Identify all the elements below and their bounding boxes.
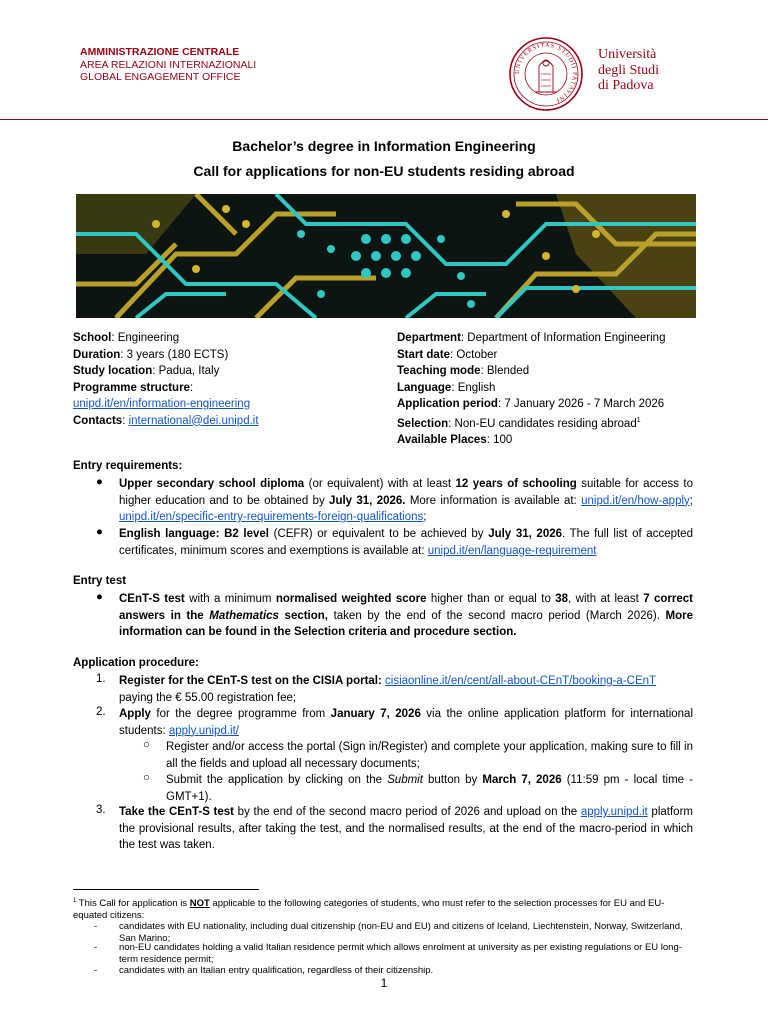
footnote-text: $^1$ This Call for application is NOT applicable to the following categories of students, who must refer to the selection processes for EU and EU-equated citizens: — [73, 898, 665, 921]
footnote-dash: - — [94, 921, 98, 932]
period-label: Application period — [397, 398, 498, 410]
sub-bullet-circle: ○ — [143, 772, 150, 784]
contacts-email-link[interactable]: international@dei.unipd.it — [128, 414, 259, 427]
footnote-dash: - — [94, 965, 98, 976]
language-row — [397, 380, 665, 397]
entry-test-heading: Entry test — [73, 575, 127, 587]
step-number: 3. — [96, 804, 106, 816]
cisia-booking-link[interactable]: cisiaonline.it/en/cent/all-about-CEnT/booking-a-CEnT — [385, 675, 657, 687]
department-label: Department — [397, 332, 461, 344]
teaching-row — [397, 363, 665, 380]
footnote-ref[interactable]: 1 — [636, 416, 641, 424]
location-label: Study location — [73, 365, 153, 377]
school-row — [73, 330, 259, 347]
selection-label: Selection — [397, 417, 449, 430]
places-value: : 100 — [486, 433, 513, 446]
department-row — [397, 330, 665, 347]
department-value: : Department of Information Engineering — [460, 332, 666, 344]
page-subtitle: Call for applications for non-EU students residing abroad — [193, 163, 575, 179]
step-3: Take the CEnT-S test by the end of the second macro period of 2026 and upload on the apply.unipd.it platform the provisional results, after taking the test, and the normalised results, at the end of the macro-period in which the test was taken. — [119, 806, 693, 851]
info-right-column — [397, 330, 665, 448]
uni-line-1: Università — [598, 47, 657, 62]
university-seal-icon — [508, 36, 584, 112]
footnote-item-3: candidates with an Italian entry qualification, regardless of their citizenship. — [119, 965, 434, 976]
seal-text: UNIVERSITAS STUDII PATAVINI — [513, 41, 579, 104]
selection-value: : Non-EU candidates residing abroad — [448, 417, 637, 430]
duration-value: : 3 years (180 ECTS) — [120, 348, 229, 361]
entry-requirements-heading: Entry requirements: — [73, 460, 183, 472]
contacts-row — [73, 413, 259, 430]
page-number: 1 — [380, 976, 388, 990]
contacts-label: Contacts — [73, 414, 123, 427]
structure-colon: : — [189, 381, 194, 394]
language-requirement-link[interactable]: unipd.it/en/language-requirement — [427, 544, 597, 557]
how-apply-link[interactable]: unipd.it/en/how-apply — [581, 494, 690, 507]
page-title: Bachelor’s degree in Information Engineering — [232, 138, 536, 154]
office-line-2: AREA RELAZIONI INTERNAZIONALI — [80, 58, 257, 71]
location-value: : Padua, Italy — [152, 365, 220, 377]
start-value: : October — [450, 348, 498, 361]
office-line-1: AMMINISTRAZIONE CENTRALE — [80, 46, 240, 58]
uni-line-3: di Padova — [598, 78, 654, 93]
uni-line-2: degli Studi — [598, 62, 660, 78]
step-2-sub-2: Submit the application by clicking on the Submit button by March 7, 2026 (11:59 pm - local time - GMT+1). — [166, 774, 694, 803]
bullet-dot: ● — [96, 591, 103, 603]
duration-row — [73, 347, 259, 364]
location-row — [73, 363, 259, 380]
footnote-separator — [73, 889, 259, 890]
structure-link[interactable]: unipd.it/en/information-engineering — [73, 398, 251, 410]
bullet-dot: ● — [96, 476, 103, 488]
footnote-item-1: candidates with EU nationality, including dual citizenship (non-EU and EU) and citizens of Iceland, Liechtenstein, Norway, Switzerland, San Marino; — [119, 921, 683, 944]
step-2: Apply for the degree programme from January 7, 2026 via the online application platform for international students: apply.unipd.it/ — [119, 708, 693, 737]
structure-row — [73, 380, 259, 397]
procedure-heading: Application procedure: — [73, 657, 199, 669]
language-label: Language — [397, 381, 452, 394]
footnote-dash: - — [94, 942, 98, 953]
school-label: School — [73, 332, 112, 344]
foreign-qualifications-link[interactable]: unipd.it/en/specific-entry-requirements-foreign-qualifications — [119, 511, 424, 523]
step-2-sub-1: Register and/or access the portal (Sign in/Register) and complete your application, making sure to fill in all the fields and upload all necessary documents; — [166, 741, 693, 770]
start-label: Start date — [397, 348, 451, 361]
language-requirement: English language: B2 level (CEFR) or equivalent to be achieved by July 31, 2026. The full list of accepted certificates, minimum scores and exemptions is available at: unipd.it/en/language-requirement — [119, 528, 693, 557]
header-divider — [0, 119, 768, 120]
footnote-item-2: non-EU candidates holding a valid Italian residence permit which allows enrolment at university as per existing regulations or EU long-term residence permit; — [119, 942, 682, 965]
step-number: 1. — [96, 673, 106, 685]
info-left-column — [73, 330, 259, 429]
period-value: : 7 January 2026 - 7 March 2026 — [497, 398, 665, 410]
teaching-value: : Blended — [480, 365, 530, 377]
contacts-colon: : — [122, 414, 129, 427]
diploma-requirement: Upper secondary school diploma (or equivalent) with at least 12 years of schooling suitable for access to higher education and to be obtained by July 31, 2026. More information is available at: unipd.it/en/how-apply; unipd.it/en/specific-entry-requirements-foreign-qualifications; — [119, 478, 693, 523]
apply-portal-link-2[interactable]: apply.unipd.it — [580, 806, 648, 818]
school-value: : Engineering — [111, 332, 180, 344]
university-name — [598, 47, 659, 94]
apply-portal-link[interactable]: apply.unipd.it/ — [168, 724, 239, 737]
selection-row — [397, 413, 665, 432]
step-number: 2. — [96, 706, 106, 718]
duration-label: Duration — [73, 348, 121, 361]
structure-label: Programme structure — [73, 381, 190, 394]
period-row — [397, 396, 665, 413]
teaching-label: Teaching mode — [397, 365, 481, 377]
places-row — [397, 432, 665, 449]
start-row — [397, 347, 665, 364]
office-line-3: GLOBAL ENGAGEMENT OFFICE — [80, 71, 241, 83]
office-block — [80, 46, 256, 84]
places-label: Available Places — [397, 433, 487, 446]
circuit-banner-image — [76, 194, 696, 318]
bullet-dot: ● — [96, 526, 103, 538]
entry-test-description: CEnT-S test with a minimum normalised weighted score higher than or equal to 38, with at least 7 correct answers in the Mathematics section, taken by the end of the second macro period (March 2026). More information can be found in the Selection criteria and procedure section. — [119, 593, 693, 638]
language-value: : English — [451, 381, 496, 394]
step-1: Register for the CEnT-S test on the CISIA portal: cisiaonline.it/en/cent/all-about-CEnT/booking-a-CEnT paying the € 55.00 registration fee; — [119, 675, 657, 704]
sub-bullet-circle: ○ — [143, 739, 150, 751]
